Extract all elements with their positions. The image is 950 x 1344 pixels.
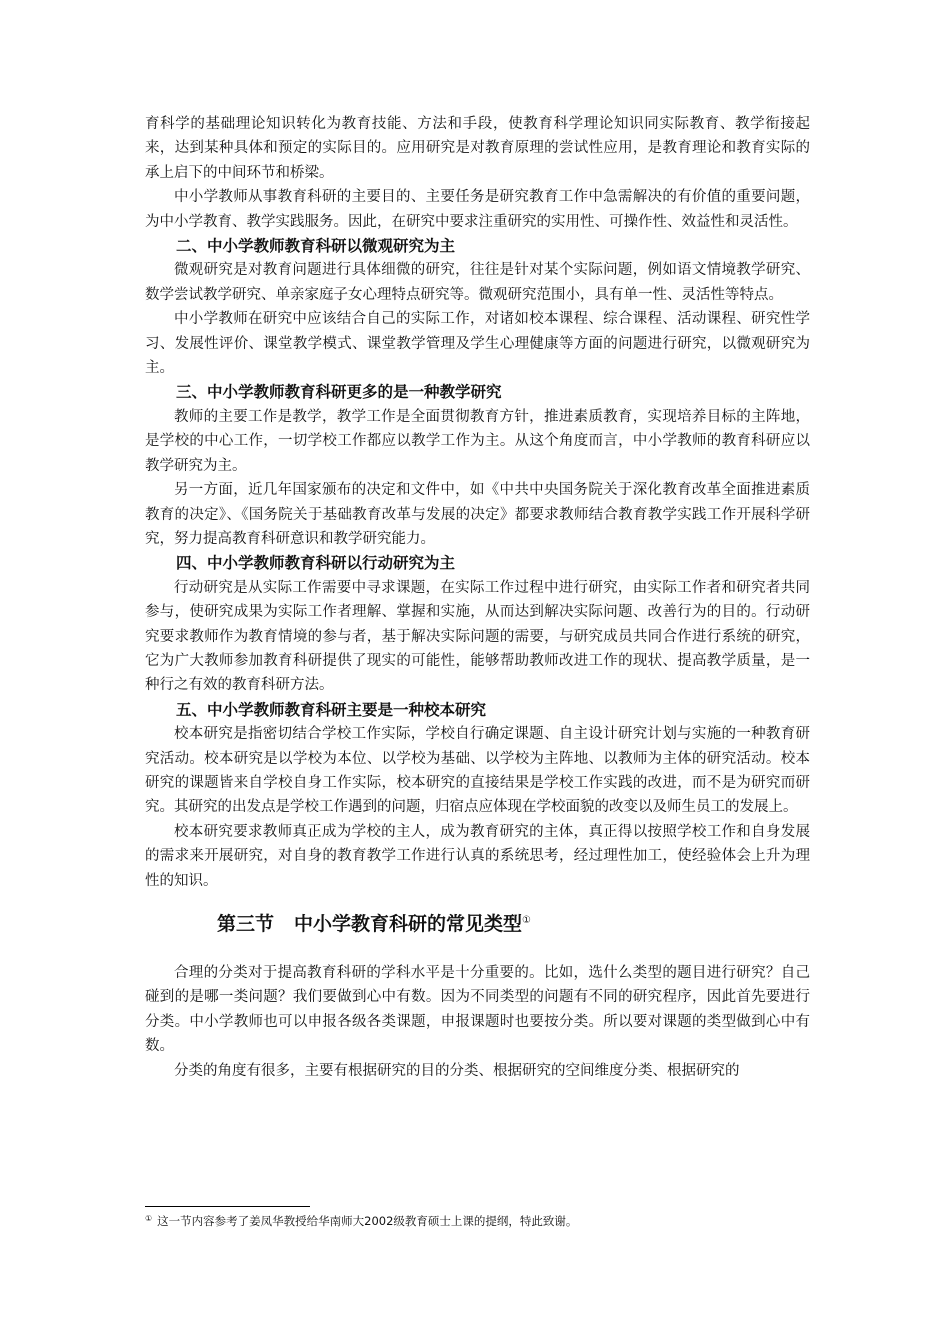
paragraph: 分类的角度有很多，主要有根据研究的目的分类、根据研究的空间维度分类、根据研究的 — [174, 1062, 740, 1079]
paragraph: 校本研究是指密切结合学校工作实际，学校自行确定课题、自主设计研究计划与实施的一种教育研究活动。校本研究是以学校为本位、以学校为基础、以学校为主阵地、以教师为主体的研究活动。校本研究的课题皆来自学校自身工作实际，校本研究的直接结果是学校工作实践的改进，而不是为研究而研究。其研究的出发点是学校工作遇到的问题，归宿点应体现在学校面貌的改变以及师生员工的发展上。 — [145, 726, 810, 816]
paragraph: 育科学的基础理论知识转化为教育技能、方法和手段，使教育科学理论知识同实际教育、教学衔接起来，达到某种具体和预定的实际目的。应用研究是对教育原理的尝试性应用，是教育理论和教育实际的承上启下的中间环节和桥梁。 — [145, 116, 810, 181]
section-number: 第三节 — [217, 913, 275, 935]
section-title: 中小学教育科研的常见类型 — [294, 913, 523, 935]
footnote-divider — [145, 1206, 310, 1207]
footnote-text: 这一节内容参考了姜凤华教授给华南师大2002级教育硕士上课的提纲，特此致谢。 — [157, 1214, 578, 1228]
paragraph: 教师的主要工作是教学，教学工作是全面贯彻教育方针，推进素质教育，实现培养目标的主阵地，是学校的中心工作，一切学校工作都应以教学工作为主。从这个角度而言，中小学教师的教育科研应以教学研究为主。 — [145, 408, 810, 474]
footnote-mark: ① — [145, 1214, 153, 1223]
paragraph: 行动研究是从实际工作需要中寻求课题，在实际工作过程中进行研究，由实际工作者和研究者共同参与，使研究成果为实际工作者理解、掌握和实施，从而达到解决实际问题、改善行为的目的。行动研究要求教师作为教育情境的参与者，基于解决实际问题的需要，与研究成员共同合作进行系统的研究，它为广大教师参加教育科研提供了现实的可能性，能够帮助教师改进工作的现状、提高教学质量，是一种行之有效的教育科研方法。 — [145, 579, 810, 694]
paragraph: 微观研究是对教育问题进行具体细微的研究，往往是针对某个实际问题，例如语文情境教学研究、数学尝试教学研究、单亲家庭子女心理特点研究等。微观研究范围小，具有单一性、灵活性等特点。 — [145, 262, 810, 303]
paragraph: 合理的分类对于提高教育科研的学科水平是十分重要的。比如，选什么类型的题目进行研究？自己碰到的是哪一类问题？我们要做到心中有数。因为不同类型的问题有不同的研究程序，因此首先要进行分类。中小学教师也可以申报各级各类课题，申报课题时也要按分类。所以要对课题的类型做到心中有数。 — [145, 965, 810, 1055]
heading-school-based-research: 五、中小学教师教育科研主要是一种校本研究 — [176, 700, 487, 719]
footnote-ref[interactable]: ① — [522, 915, 531, 926]
section-heading — [145, 909, 810, 939]
heading-micro-research: 二、中小学教师教育科研以微观研究为主 — [176, 237, 456, 256]
paragraph: 中小学教师从事教育科研的主要目的、主要任务是研究教育工作中急需解决的有价值的重要问题，为中小学教育、教学实践服务。因此，在研究中要求注重研究的实用性、可操作性、效益性和灵活性。 — [145, 189, 810, 230]
body-text — [145, 112, 810, 1083]
heading-teaching-research: 三、中小学教师教育科研更多的是一种教学研究 — [176, 383, 502, 402]
heading-action-research: 四、中小学教师教育科研以行动研究为主 — [176, 554, 456, 573]
paragraph: 中小学教师在研究中应该结合自己的实际工作，对诸如校本课程、综合课程、活动课程、研究性学习、发展性评价、课堂教学模式、课堂教学管理及学生心理健康等方面的问题进行研究，以微观研究为主。 — [145, 311, 810, 377]
footnote — [145, 1213, 810, 1229]
paragraph: 校本研究要求教师真正成为学校的主人，成为教育研究的主体，真正得以按照学校工作和自身发展的需求来开展研究，对自身的教育教学工作进行认真的系统思考，经过理性加工，使经验体会上升为理性的知识。 — [145, 823, 810, 889]
paragraph: 另一方面，近几年国家颁布的决定和文件中，如《中共中央国务院关于深化教育改革全面推进素质教育的决定》、《国务院关于基础教育改革与发展的决定》都要求教师结合教育教学实践工作开展科学研究，努力提高教育科研意识和教学研究能力。 — [145, 482, 810, 547]
